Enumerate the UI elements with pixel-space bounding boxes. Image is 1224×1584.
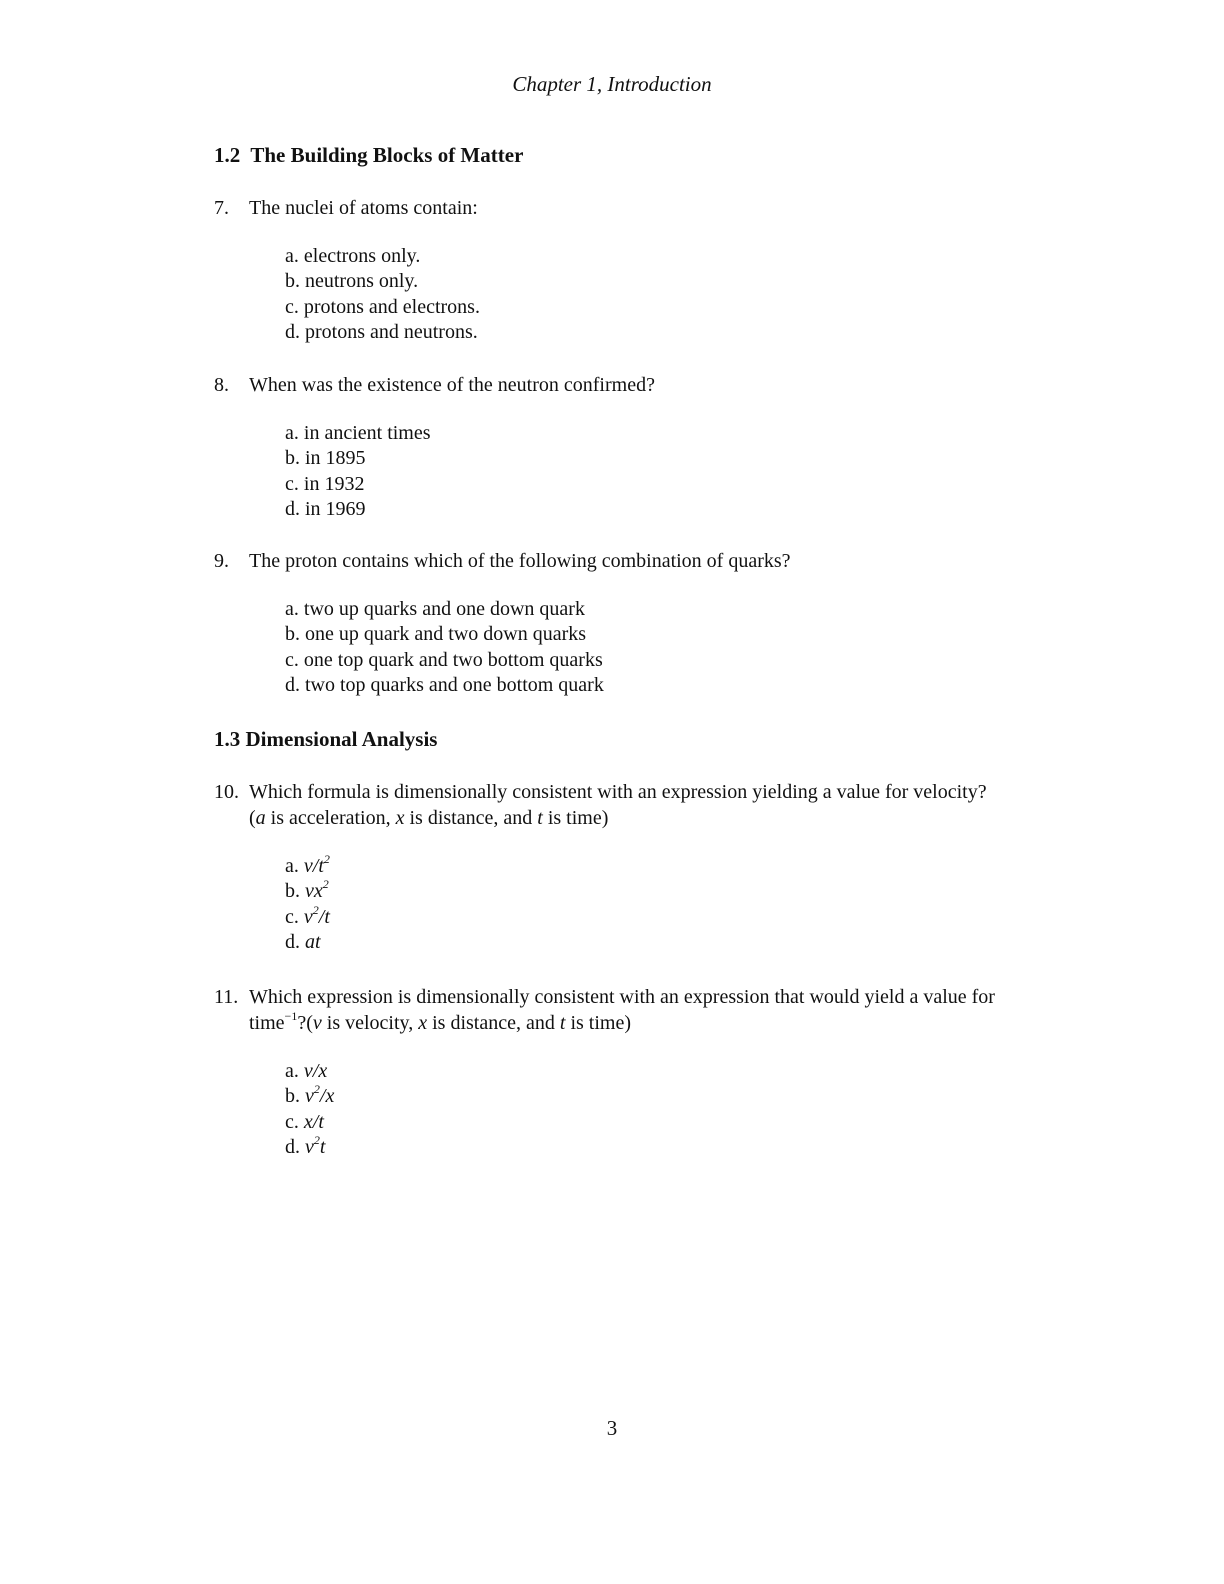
option-text: neutrons only. [305, 270, 419, 293]
question-number: 9. [214, 550, 229, 572]
option-letter: b. [285, 270, 300, 293]
answer-option-c [285, 1110, 1094, 1135]
option-letter: c. [285, 295, 299, 318]
section-title: The Building Blocks of Matter [250, 143, 524, 167]
formula-exponent: 2 [313, 1132, 320, 1147]
option-text: in 1969 [305, 497, 366, 520]
section-title: Dimensional Analysis [245, 727, 438, 751]
text-part: is time) [565, 1012, 631, 1034]
formula-base: v/t [303, 855, 324, 877]
answer-option-a [285, 1059, 1094, 1084]
option-letter: c. [285, 472, 299, 495]
option-text: two top quarks and one bottom quark [305, 673, 604, 696]
formula-exponent: 2 [323, 852, 330, 866]
section-heading-1-2 [214, 143, 523, 168]
option-text: two up quarks and one down quark [303, 598, 585, 620]
option-letter: d. [285, 1135, 300, 1158]
option-text: in 1932 [303, 472, 365, 495]
formula-base: v/x [303, 1060, 328, 1082]
question-text: The proton contains which of the following combination of quarks? [249, 550, 791, 572]
option-letter: b. [285, 1085, 300, 1108]
answer-option-c [285, 648, 1094, 673]
answer-options [285, 854, 1094, 955]
option-text: protons and electrons. [303, 295, 480, 318]
text-part: is time) [542, 807, 609, 829]
text-part: is distance, and [404, 807, 538, 829]
option-text: electrons only. [303, 245, 421, 267]
option-text: in 1895 [305, 447, 366, 470]
exponent: −1 [284, 1009, 298, 1023]
option-letter: d. [285, 673, 300, 696]
var-v: v [312, 1012, 322, 1034]
answer-option-a [285, 421, 1094, 446]
formula-base: vx [305, 880, 323, 903]
section-heading-1-3 [214, 727, 437, 752]
answer-option-b [285, 1084, 1094, 1109]
formula [304, 1111, 324, 1133]
option-letter: d. [285, 930, 300, 953]
option-letter: a. [285, 855, 299, 877]
text-part: is distance, and [427, 1012, 560, 1034]
answer-option-b [285, 446, 1094, 471]
answer-option-c [285, 472, 1094, 497]
formula [305, 931, 321, 953]
section-number: 1.2 [214, 143, 241, 167]
formula-tail: /t [318, 905, 330, 928]
text-part: is velocity, [321, 1012, 419, 1034]
question-7 [214, 195, 1094, 345]
answer-option-d [285, 320, 1094, 345]
answer-option-b [285, 879, 1094, 904]
question-number: 10. [214, 781, 239, 803]
var-x: x [395, 807, 405, 829]
answer-option-d [285, 497, 1094, 522]
formula-tail: t [319, 1135, 326, 1158]
answer-options [285, 421, 1094, 522]
page-number: 3 [606, 1416, 618, 1440]
option-text: one up quark and two down quarks [305, 623, 587, 646]
question-11 [214, 984, 1094, 1160]
option-letter: c. [285, 1110, 299, 1133]
question-text: When was the existence of the neutron confirmed? [249, 374, 655, 396]
formula-tail: /x [319, 1085, 335, 1108]
option-letter: c. [285, 905, 299, 928]
formula [305, 1082, 335, 1108]
formula-exponent: 2 [322, 877, 329, 892]
formula [305, 1132, 326, 1158]
answer-option-c [285, 902, 1094, 930]
answer-option-b [285, 622, 1094, 647]
answer-option-a [285, 854, 1094, 879]
formula [304, 1060, 327, 1082]
option-text: in ancient times [303, 422, 431, 444]
answer-option-d [285, 1132, 1094, 1160]
answer-option-a [285, 244, 1094, 269]
answer-options [285, 1059, 1094, 1160]
question-number: 7. [214, 197, 229, 219]
text-part: ?( [297, 1012, 313, 1034]
option-letter: a. [285, 1060, 299, 1082]
question-text [249, 984, 1094, 1036]
var-x: x [418, 1012, 428, 1034]
formula-base: at [305, 930, 321, 953]
option-letter: a. [285, 598, 299, 620]
question-text-line-1: Which formula is dimensionally consistent with an expression yielding a value for velocity? [249, 781, 987, 803]
answer-options [285, 597, 1094, 698]
text-part: is acceleration, [265, 807, 396, 829]
section-number: 1.3 [214, 727, 241, 751]
question-8 [214, 372, 1094, 522]
answer-option-c [285, 295, 1094, 320]
formula-base: x/t [303, 1110, 324, 1133]
var-t: t [537, 807, 543, 829]
question-text: The nuclei of atoms contain: [249, 197, 478, 219]
chapter-header: Chapter 1, Introduction [512, 72, 712, 96]
answer-option-d [285, 673, 1094, 698]
question-text-line-2 [249, 805, 1094, 831]
option-text: protons and neutrons. [305, 320, 478, 343]
formula-base: v [303, 905, 313, 928]
question-text-line-2 [249, 1010, 1094, 1036]
formula-exponent: 2 [313, 1082, 320, 1097]
option-letter: a. [285, 245, 299, 267]
answer-option-b [285, 269, 1094, 294]
formula [305, 877, 329, 903]
formula-base: v [305, 1135, 314, 1158]
option-letter: b. [285, 447, 300, 470]
var-t: t [559, 1012, 566, 1034]
answer-option-a [285, 597, 1094, 622]
option-letter: b. [285, 880, 300, 903]
formula-exponent: 2 [312, 902, 319, 917]
option-letter: c. [285, 648, 299, 671]
question-number: 11. [214, 986, 239, 1008]
formula [303, 852, 330, 877]
answer-option-d [285, 930, 1094, 955]
option-text: one top quark and two bottom quarks [303, 648, 603, 671]
question-9 [214, 548, 1094, 698]
formula [303, 902, 330, 928]
option-letter: d. [285, 497, 300, 520]
question-10 [214, 779, 1094, 955]
answer-options [285, 244, 1094, 345]
option-letter: b. [285, 623, 300, 646]
option-letter: a. [285, 422, 299, 444]
paren-open: ( [249, 807, 256, 829]
question-text-line-1: Which expression is dimensionally consistent with an expression that would yield a value for [249, 986, 995, 1008]
question-text [249, 779, 1094, 831]
var-a: a [255, 807, 266, 829]
option-letter: d. [285, 320, 300, 343]
formula-base: v [305, 1085, 314, 1108]
question-number: 8. [214, 374, 229, 396]
text-part: time [249, 1012, 285, 1034]
